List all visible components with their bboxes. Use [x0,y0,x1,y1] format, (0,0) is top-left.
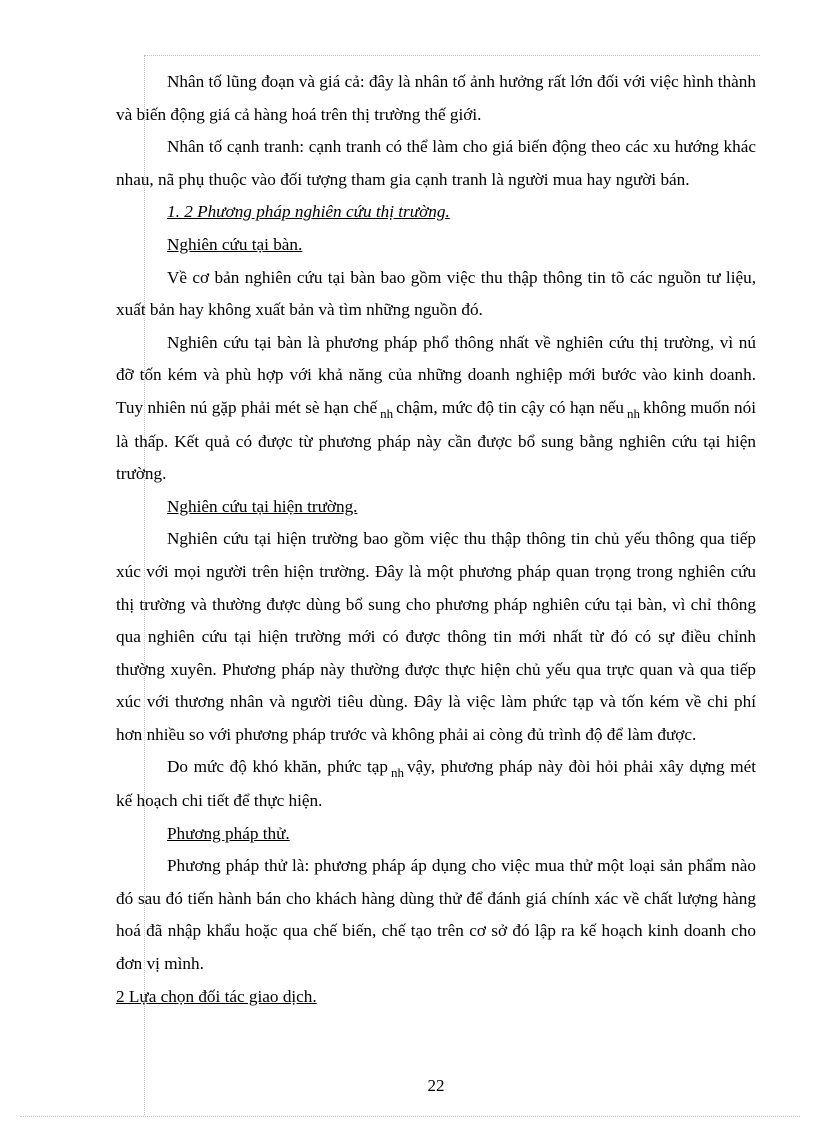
paragraph-desk-research-detail [116,327,756,491]
text-segment: Do mức độ khó khăn, phức tạp [167,757,388,777]
text-segment: vậy, phương pháp này đòi hỏi phải xây dựng mét kế hoạch chi tiết để thực hiện. [116,757,756,811]
paragraph-competition-factor: Nhân tố cạnh tranh: cạnh tranh có thể làm cho giá biến động theo các xu hướng khác nhau, nã phụ thuộc vào đối tượng tham gia cạnh tranh là người mua hay người bán. [116,137,756,189]
subheading-trial-method: Phương pháp thử. [167,823,290,843]
section-heading-2: 2 Lựa chọn đối tác giao dịch. [116,986,317,1006]
paragraph-trial-method: Phương pháp thử là: phương pháp áp dụng cho việc mua thử một loại sản phẩm nào đó sau đó tiến hành bán cho khách hàng dùng thử để đánh giá chính xác về chất lượng hàng hoá đã nhập khẩu hoặc qua chế biến, chế tạo trên cơ sở đó lập ra kế hoạch kinh doanh cho đơn vị mình. [116,856,756,974]
page-number: 22 [427,1076,445,1095]
text-segment: Nghiên cứu tại bàn là phương pháp phổ thông nhất về nghiên cứu thị trường, vì nú đỡ tốn kém và phù hợp với khả năng của những doanh nghiệp mới bước vào kinh doanh. Tuy nhiên nú gặp phải mét sè hạn chế [116,332,756,417]
subheading-field-research: Nghiên cứu tại hiện trường. [167,496,358,516]
subscript-fragment: nh [380,405,394,421]
subscript-fragment: nh [627,405,641,421]
paragraph-field-research: Nghiên cứu tại hiện trường bao gồm việc thu thập thông tin chủ yếu thông qua tiếp xúc với mọi người trên hiện trường. Đây là một phương pháp quan trọng trong nghiên cứu thị trường và thường được dùng bổ sung cho phương pháp nghiên cứu tại bàn, vì chỉ thông qua nghiên cứu tại hiện trường mới có được thông tin mới nhất từ đó có sự điều chỉnh thường xuyên. Phương pháp này thường được thực hiện chủ yếu qua trực quan và qua tiếp xúc với thương nhân và người tiêu dùng. Đây là việc làm phức tạp và tốn kém về chi phí hơn nhiều so với phương pháp trước và không phải ai còng đủ trình độ để làm được. [116,529,756,744]
page-border-bottom [20,1116,800,1117]
paragraph-field-research-plan [116,751,756,817]
paragraph-desk-research-intro: Về cơ bản nghiên cứu tại bàn bao gồm việc thu thập thông tin tõ các nguồn tư liệu, xuất bản hay không xuất bản và tìm những nguồn đó. [116,267,756,320]
document-body [116,66,756,1013]
subheading-desk-research: Nghiên cứu tại bàn. [167,234,303,254]
text-segment: chậm, mức độ tin cậy có hạn nếu [396,397,625,417]
paragraph-monopoly-factor: Nhân tố lũng đoạn và giá cả: đây là nhân tố ảnh hưởng rất lớn đối với việc hình thành và biến động giá cả hàng hoá trên thị trường thế giới. [116,72,756,124]
subscript-fragment: nh [391,765,404,781]
text-segment: không muốn nói là thấp. Kết quả có được từ phương pháp này cần được bổ sung bằng nghiên cứu tại hiện trường. [116,397,756,484]
section-heading-1-2: 1. 2 Phương pháp nghiên cứu thị trường. [167,202,450,222]
page-border-top [144,55,760,56]
